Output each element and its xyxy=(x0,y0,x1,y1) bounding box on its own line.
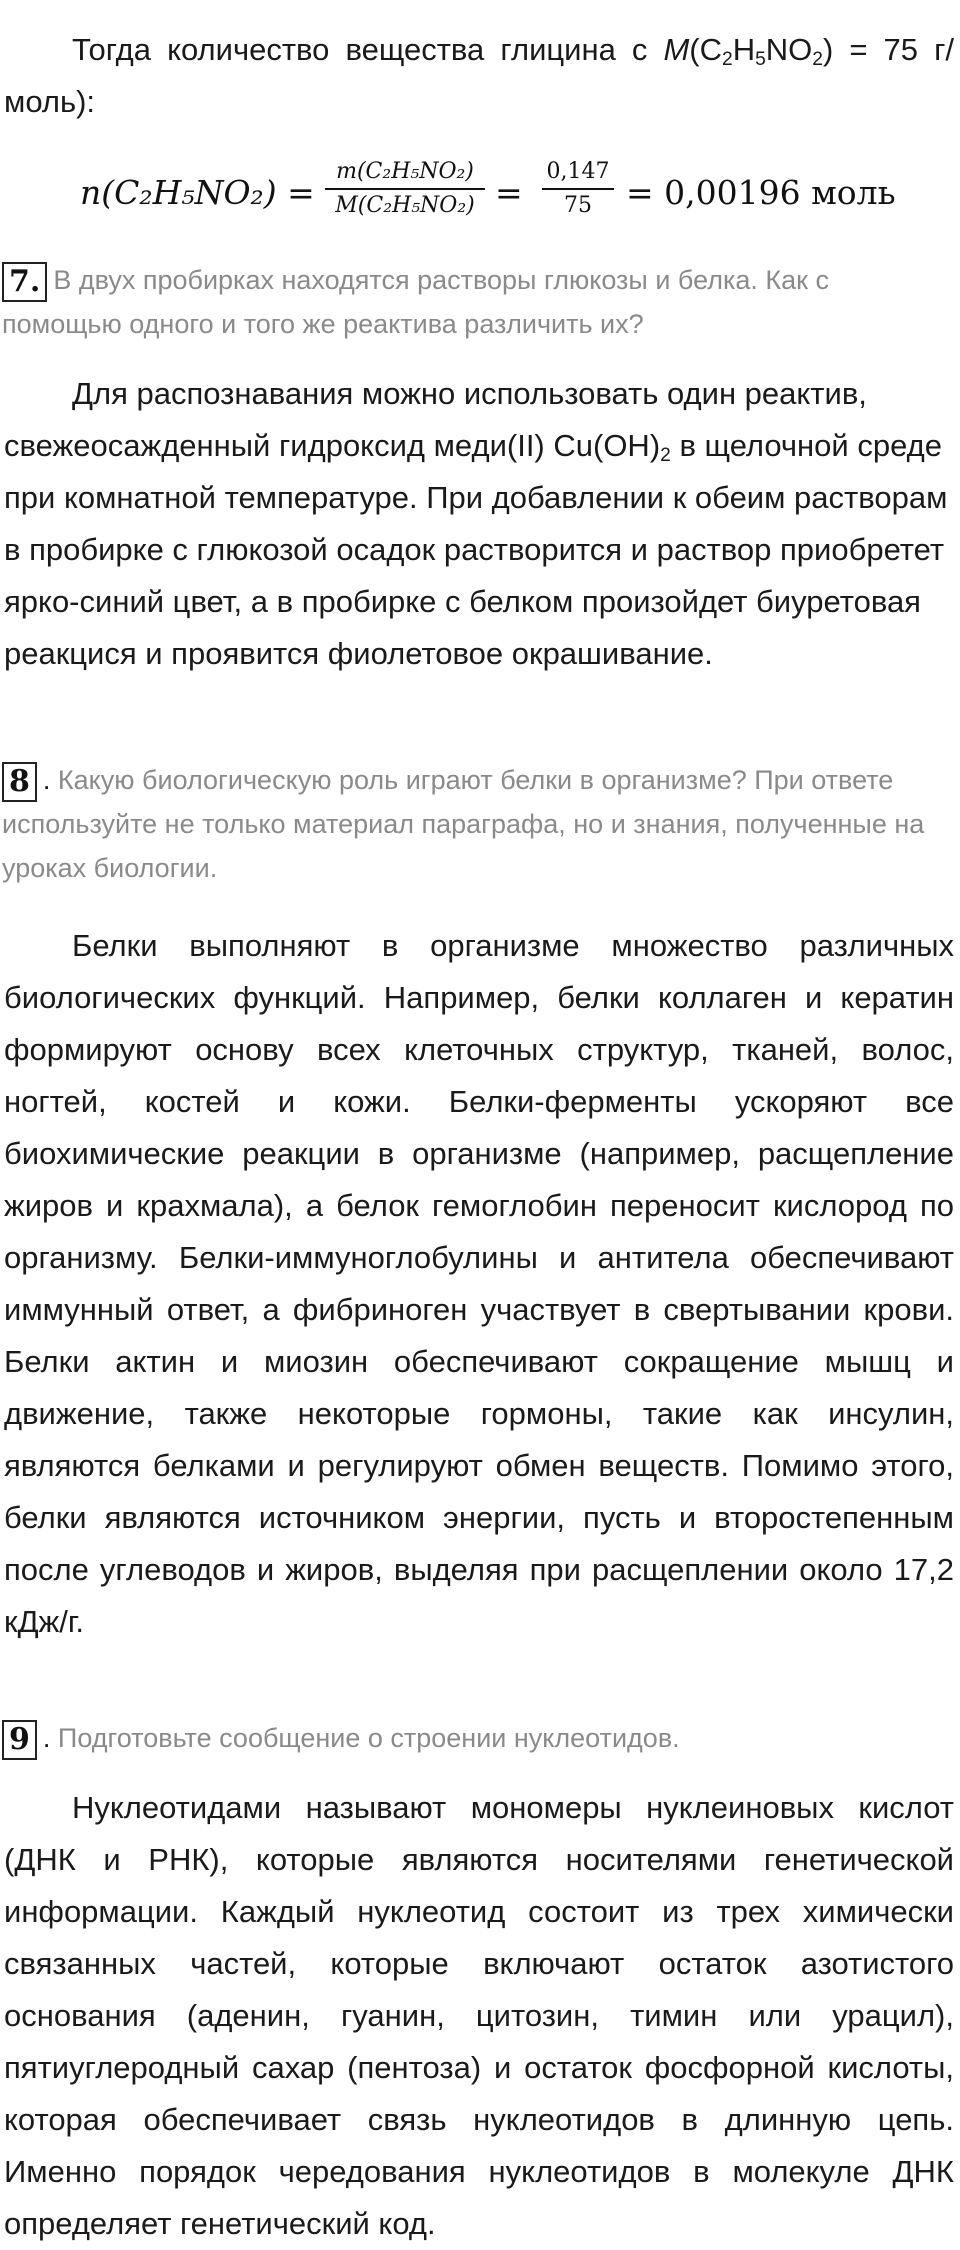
formula-equals: = xyxy=(495,172,523,212)
answer-9 xyxy=(4,1782,954,2250)
fraction-denominator: M(C₂H₅NO₂) xyxy=(335,193,475,218)
formula-result: = 0,00196 моль xyxy=(626,172,896,212)
subscript: 2 xyxy=(722,48,733,70)
question-text: Подготовьте сообщение о строении нуклеотидов. xyxy=(57,1723,680,1753)
question-number-badge: 8 xyxy=(2,762,37,802)
question-9 xyxy=(2,1716,952,1760)
formula-part: NO xyxy=(765,32,813,67)
question-number-badge: 9 xyxy=(2,1720,37,1760)
answer-text: в щелочной среде при комнатной температуре. При добавлении к обеим растворам в пробирке с глюкозой осадок растворится и раствор приобретет ярко-синий цвет, а в пробирке с белком произойдет биуретовая реакцися и проявится фиолетовое окрашивание. xyxy=(4,428,948,671)
intro-paragraph xyxy=(4,24,954,128)
formula-part: (C xyxy=(689,32,723,67)
intro-text: Тогда количество вещества глицина с xyxy=(72,32,664,67)
question-dot: . xyxy=(42,765,51,795)
fraction-numerator: 0,147 xyxy=(546,159,610,184)
question-8 xyxy=(2,758,952,890)
answer-7 xyxy=(4,368,954,680)
formula-part: ) = 75 г/моль): xyxy=(4,32,955,119)
answer-text: Нуклеотидами называют мономеры нуклеиновых кислот (ДНК и РНК), которые являются носителями генетической информации. Каждый нуклеотид состоит из трех химически связанных частей, которые включают остаток азотистого основания (аденин, гуанин, цитозин, тимин или урацил), пятиуглеродный сахар (пентоза) и остаток фосфорной кислоты, которая обеспечивает связь нуклеотидов в длинную цепь. Именно порядок чередования нуклеотидов в молекуле ДНК определяет генетический код. xyxy=(4,1790,954,2241)
subscript: 2 xyxy=(812,48,823,70)
glycine-amount-formula xyxy=(80,152,940,232)
question-number-badge: 7. xyxy=(2,262,47,302)
fraction-bar xyxy=(542,188,614,190)
fraction-denominator: 75 xyxy=(564,193,592,218)
fraction-mass-over-molar xyxy=(325,158,485,220)
question-7 xyxy=(2,258,952,346)
answer-text: Для распознавания можно использовать один реактив, свежеосажденный гидроксид меди(II) Cu(OH) xyxy=(4,376,867,463)
fraction-bar xyxy=(325,188,485,190)
question-dot: . xyxy=(42,1723,51,1753)
answer-8 xyxy=(4,920,954,1648)
molar-mass-symbol: M xyxy=(663,32,690,67)
subscript: 5 xyxy=(755,48,766,70)
fraction-numerator: m(C₂H₅NO₂) xyxy=(336,159,474,184)
answer-text: Белки выполняют в организме множество различных биологических функций. Например, белки коллаген и кератин формируют основу всех клеточных структур, тканей, волос, ногтей, костей и кожи. Белки-ферменты ускоряют все биохимические реакции в организме (например, расщепление жиров и крахмала), а белок гемоглобин переносит кислород по организму. Белки-иммуноглобулины и антитела обеспечивают иммунный ответ, а фибриноген участвует в свертывании крови. Белки актин и миозин обеспечивают сокращение мышц и движение, также некоторые гормоны, такие как инсулин, являются белками и регулируют обмен веществ. Помимо этого, белки являются источником энергии, пусть и второстепенным после углеводов и жиров, выделяя при расщеплении около 17,2 кДж/г. xyxy=(4,928,954,1639)
question-text: В двух пробирках находятся растворы глюкозы и белка. Как с помощью одного и того же реактива различить их? xyxy=(2,265,829,339)
fraction-values xyxy=(542,158,614,220)
formula-lhs: n(C₂H₅NO₂) = xyxy=(80,172,315,212)
subscript: 2 xyxy=(660,444,671,466)
question-text: Какую биологическую роль играют белки в организме? При ответе используйте не только материал параграфа, но и знания, полученные на уроках биологии. xyxy=(2,765,925,883)
formula-part: H xyxy=(732,32,756,67)
